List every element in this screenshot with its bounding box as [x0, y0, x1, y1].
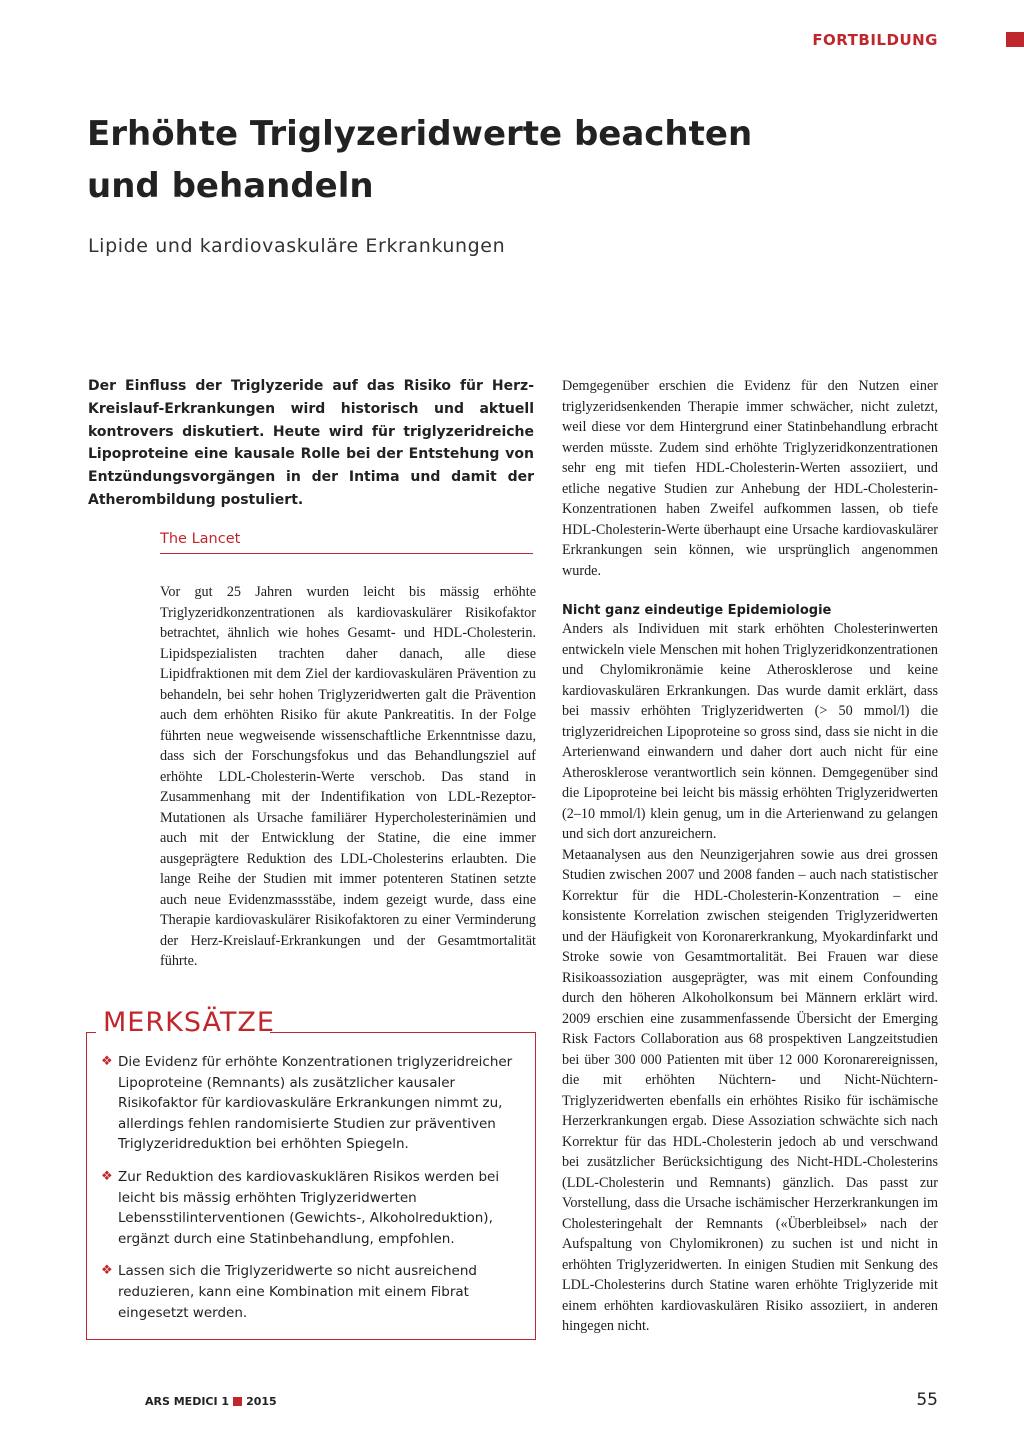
key-points-list — [101, 1052, 521, 1335]
article-subtitle: Lipide und kardiovaskuläre Erkrankungen — [88, 235, 506, 257]
key-point-item — [101, 1052, 521, 1155]
diamond-bullet-icon: ❖ — [101, 1054, 113, 1069]
journal-year: 2015 — [246, 1395, 277, 1408]
article-title-line1: Erhöhte Triglyzeridwerte beachten — [87, 114, 753, 154]
key-point-item — [101, 1167, 521, 1249]
right-paragraph-3: Metaanalysen aus den Neunzigerjahren sowie aus drei grossen Studien zwischen 2007 und 2008 fanden – auch nach statistischer Korrektur für die HDL-Cholesterin-Konzentration – eine konsistente Korrelation zwischen steigenden Triglyzeridwerten und der Häufigkeit von Koronarerkrankung, Myokardinfarkt und Stroke sowie von Gesamtmortalität. Bei Frauen war diese Risikoassoziation ausgeprägter, was mit einem Confounding durch den höheren Alkoholkonsum bei Männern erklärt wird. 2009 erschien eine zusammenfassende Übersicht der Emerging Risk Factors Collaboration aus 68 prospektiven Langzeitstudien bei über 300 000 Patienten mit über 12 000 Koronarereignissen, die mit erhöhten Nüchtern- und Nicht-Nüchtern-Triglyzeridwerten ebenfalls ein erhöhtes Risiko für ischämische Herzerkrankungen ergab. Diese Assoziation schwächte sich nach Korrektur für das HDL-Cholesterin jedoch ab und verschwand bei zusätzlicher Berücksichtigung des Nicht-HDL-Cholesterins (LDL-Cholesterin und Remnants) gänzlich. Das passt zur Vorstellung, dass die Ursache ischämischer Herzerkrankungen im Cholesteringehalt der Remnants («Überbleibsel» nach der Aufspaltung von Chylomikronen) zu suchen ist und nicht in erhöhten Triglyzeridwerten. In einigen Studien mit Senkung des LDL-Cholesterins durch Statine waren erhöhte Triglyzeride mit einem erhöhten kardiovaskulären Risiko assoziiert, in anderen hingegen nicht. — [562, 846, 938, 1334]
right-paragraph-1: Demgegenüber erschien die Evidenz für den Nutzen einer triglyzeridsenkenden Therapie immer schwächer, nicht zuletzt, weil diese vor dem Hintergrund einer Statinbehandlung erbracht werden müsste. Zudem sind erhöhte Triglyzeridkonzentrationen sehr eng mit tiefen HDL-Cholesterin-Werten assoziiert, und etliche negative Studien zur Anhebung der HDL-Cholesterin-Konzentrationen haben Zweifel aufkommen lassen, ob tiefe HDL-Cholesterin-Werte überhaupt eine Ursache kardiovaskulärer Erkrankungen sein können, wie ursprünglich angenommen wurde. — [562, 378, 938, 579]
key-point-text: Lassen sich die Triglyzeridwerte so nicht ausreichend reduzieren, kann eine Kombination mit einem Fibrat eingesetzt werden. — [118, 1263, 477, 1321]
key-point-text: Zur Reduktion des kardiovaskuklären Risikos werden bei leicht bis mässig erhöhten Triglyzeridwerten Lebensstilinterventionen (Gewichts-, Alkoholreduktion), ergänzt durch eine Statinbehandlung, empfohlen. — [118, 1168, 500, 1247]
journal-name: ARS MEDICI 1 — [145, 1395, 230, 1408]
diamond-bullet-icon: ❖ — [101, 1263, 113, 1279]
key-point-text: Die Evidenz für erhöhte Konzentrationen triglyzeridreicher Lipoproteine (Remnants) als zusätzlicher kausaler Risikofaktor für kardiovaskuläre Erkrankungen nimmt zu, allerdings fehlen randomisierte Studien zur präventiven Triglyzeridreduktion bei erhöhten Spiegeln. — [118, 1054, 513, 1153]
page-number: 55 — [916, 1390, 938, 1410]
right-paragraph-2: Anders als Individuen mit stark erhöhten Cholesterinwerten entwickeln viele Menschen mit hohen Triglyzeridkonzentrationen und Chylomikronämie keine Atherosklerose und keine kardiovaskulären Erkrankungen. Das wurde damit erklärt, dass bei massiv erhöhten Triglyzeridwerten (> 50 mmol/l) die triglyzeridreichen Lipoproteine so gross sind, dass sie nicht in die Arterienwand einwandern und daher dort auch nicht für eine Atherosklerose verantwortlich sein können. Demgegenüber sind die Lipoproteine bei leicht bis mässig erhöhten Triglyzeridwerten (2–10 mmol/l) klein genug, um in die Arterienwand zu gelangen und sich dort anzureichern. — [562, 621, 938, 842]
key-points-border-right — [270, 1032, 536, 1033]
section-label: FORTBILDUNG — [812, 31, 938, 49]
right-column — [562, 376, 938, 1337]
key-points-title: MERKSÄTZE — [103, 1007, 275, 1038]
article-title — [87, 108, 847, 212]
key-points-border-left — [86, 1032, 96, 1033]
section-subheading: Nicht ganz eindeutige Epidemiologie — [562, 603, 832, 618]
diamond-bullet-icon: ❖ — [101, 1168, 113, 1184]
footer-journal — [145, 1395, 277, 1408]
article-source: The Lancet — [160, 531, 533, 554]
key-point-item — [101, 1261, 521, 1323]
section-marker — [1006, 32, 1024, 47]
article-title-line2: und behandeln — [87, 166, 374, 206]
article-intro: Der Einfluss der Triglyzeride auf das Risiko für Herz-Kreislauf-Erkrankungen wird historisch und aktuell kontrovers diskutiert. Heute wird für triglyzeridreiche Lipoproteine eine kausale Rolle bei der Entstehung von Entzündungsvorgängen in der Intima und damit der Atherombildung postuliert. — [88, 378, 534, 508]
footer-square-icon — [233, 1397, 242, 1406]
left-column-body: Vor gut 25 Jahren wurden leicht bis mässig erhöhte Triglyzeridkonzentrationen als kardiovaskulärer Risikofaktor betrachtet, ähnlich wie hohes Gesamt- und HDL-Cholesterin. Lipidspezialisten trachten daher danach, alle diese Lipidfraktionen mit dem Ziel der kardiovaskulären Prävention zu behandeln, bei sehr hohen Triglyzeridwerten galt die Prävention auch dem erhöhten Risiko für akute Pankreatitis. In der Folge führten neue wegweisende wissenschaftliche Erkenntnisse dazu, dass sich der Forschungsfokus und das Behandlungsziel auf erhöhte LDL-Cholesterin-Werte verschob. Das stand in Zusammenhang mit der Indentifikation von LDL-Rezeptor-Mutationen als Ursache familiärer Hypercholesterinämien und auch mit der Entwicklung der Statine, die eine immer ausgeprägtere Reduktion des LDL-Cholesterins erlaubten. Die lange Reihe der Studien mit immer potenteren Statinen setzte auch neue Evidenzmassstäbe, indem gezeigt wurde, dass eine Therapie kardiovaskulärer Risikofaktoren zu einer Verminderung der Herz-Kreislauf-Erkrankungen und der Gesamtmortalität führte. — [160, 584, 536, 969]
